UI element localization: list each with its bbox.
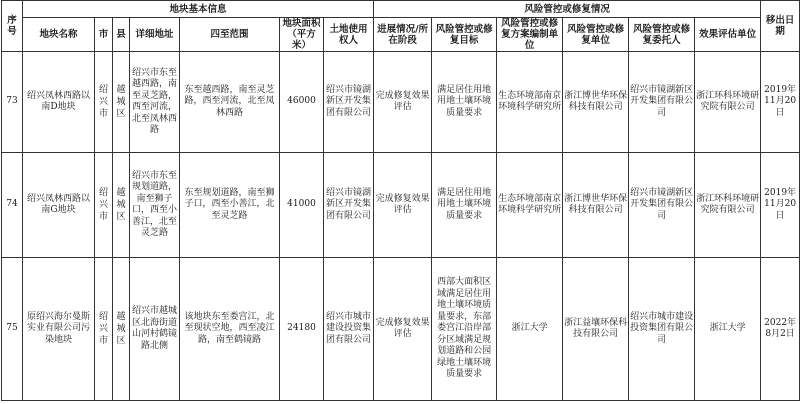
cell-area: 24180 [280, 258, 324, 401]
cell-bounds: 东至越西路，南至灵芝路，西至河流，北至凤林西路 [180, 52, 280, 153]
cell-address: 绍兴市越城区北海街道山河村鹤镜路北侧 [130, 258, 180, 401]
col-area-header: 地块面积（平方米） [280, 18, 324, 52]
cell-bounds: 东至规划道路，南至狮子口，西至小善江，北至灵芝路 [180, 153, 280, 258]
cell-removal-date: 2022年8月2日 [761, 258, 800, 401]
cell-client: 绍兴市镜湖新区开发集团有限公司 [629, 153, 695, 258]
cell-progress: 完成修复效果评估 [374, 258, 432, 401]
header-group-row [2, 1, 800, 18]
cell-address: 绍兴市东至规划道路，南至狮子口，西至小善江，北至灵芝路 [130, 153, 180, 258]
col-assessor-header: 效果评估单位 [695, 18, 761, 52]
cell-city: 绍兴市 [95, 52, 113, 153]
cell-assessor: 浙江大学 [695, 258, 761, 401]
cell-client: 绍兴市城市建设投资集团有限公司 [629, 258, 695, 401]
cell-city: 绍兴市 [95, 153, 113, 258]
cell-name: 原绍兴海尔曼斯实业有限公司污染地块 [23, 258, 95, 401]
col-bounds-header: 四至范围 [180, 18, 280, 52]
cell-removal-date: 2019年11月20日 [761, 52, 800, 153]
col-city-header: 市 [95, 18, 113, 52]
col-executor-header: 风险管控或修复单位 [563, 18, 629, 52]
col-client-header: 风险管控或修复委托人 [629, 18, 695, 52]
cell-county: 越城区 [113, 258, 130, 401]
col-target-header: 风险管控或修复目标 [432, 18, 497, 52]
cell-name: 绍兴凤林西路以南D地块 [23, 52, 95, 153]
cell-target: 满足居住用地用地土壤环境质量要求 [432, 52, 497, 153]
cell-assessor: 浙江环科环境研究院有限公司 [695, 153, 761, 258]
cell-bounds: 该地块东至娄宫江，北至现状空地，西至凌江路，南至鹤镜路 [180, 258, 280, 401]
remediation-table [1, 0, 800, 401]
table-row [2, 52, 800, 153]
cell-client: 绍兴市镜湖新区开发集团有限公司 [629, 52, 695, 153]
cell-seq: 75 [2, 258, 23, 401]
cell-county: 越城区 [113, 153, 130, 258]
header-columns-row [2, 18, 800, 52]
table-row [2, 258, 800, 401]
col-county-header: 县 [113, 18, 130, 52]
cell-user: 绍兴市镜湖新区开发集团有限公司 [324, 153, 374, 258]
col-removal-date-header: 移出日期 [761, 1, 800, 52]
cell-area: 41000 [280, 153, 324, 258]
cell-progress: 完成修复效果评估 [374, 52, 432, 153]
cell-executor: 浙江博世华环保科技有限公司 [563, 52, 629, 153]
cell-seq: 74 [2, 153, 23, 258]
cell-removal-date: 2019年11月20日 [761, 153, 800, 258]
cell-target: 西部大面积区域满足居住用地土壤环境质量要求，东部娄宫江沿岸部分区域满足规划道路和公园绿地土壤环境质量要求 [432, 258, 497, 401]
col-user-header: 土地使用权人 [324, 18, 374, 52]
cell-city: 绍兴市 [95, 258, 113, 401]
cell-planner: 生态环境部南京环境科学研究所 [497, 52, 563, 153]
col-planner-header: 风险管控或修复方案编制单位 [497, 18, 563, 52]
group-basic-header: 地块基本信息 [23, 1, 374, 18]
cell-area: 46000 [280, 52, 324, 153]
cell-progress: 完成修复效果评估 [374, 153, 432, 258]
cell-name: 绍兴凤林西路以南G地块 [23, 153, 95, 258]
col-address-header: 详细地址 [130, 18, 180, 52]
col-seq-header: 序号 [2, 1, 23, 52]
cell-planner: 浙江大学 [497, 258, 563, 401]
cell-user: 绍兴市镜湖新区开发集团有限公司 [324, 52, 374, 153]
col-name-header: 地块名称 [23, 18, 95, 52]
cell-user: 绍兴市城市建设投资集团有限公司 [324, 258, 374, 401]
cell-county: 越城区 [113, 52, 130, 153]
cell-planner: 生态环境部南京环境科学研究所 [497, 153, 563, 258]
cell-address: 绍兴市东至越西路，南至灵芝路，西至河流，北至凤林西路 [130, 52, 180, 153]
cell-executor: 浙江博世华环保科技有限公司 [563, 153, 629, 258]
col-progress-header: 进展情况/所在阶段 [374, 18, 432, 52]
cell-target: 满足居住用地用地土壤环境质量要求 [432, 153, 497, 258]
cell-executor: 浙江益壤环保科技有限公司 [563, 258, 629, 401]
group-risk-header: 风险管控或修复情况 [374, 1, 761, 18]
cell-seq: 73 [2, 52, 23, 153]
cell-assessor: 浙江环科环境研究院有限公司 [695, 52, 761, 153]
table-row [2, 153, 800, 258]
